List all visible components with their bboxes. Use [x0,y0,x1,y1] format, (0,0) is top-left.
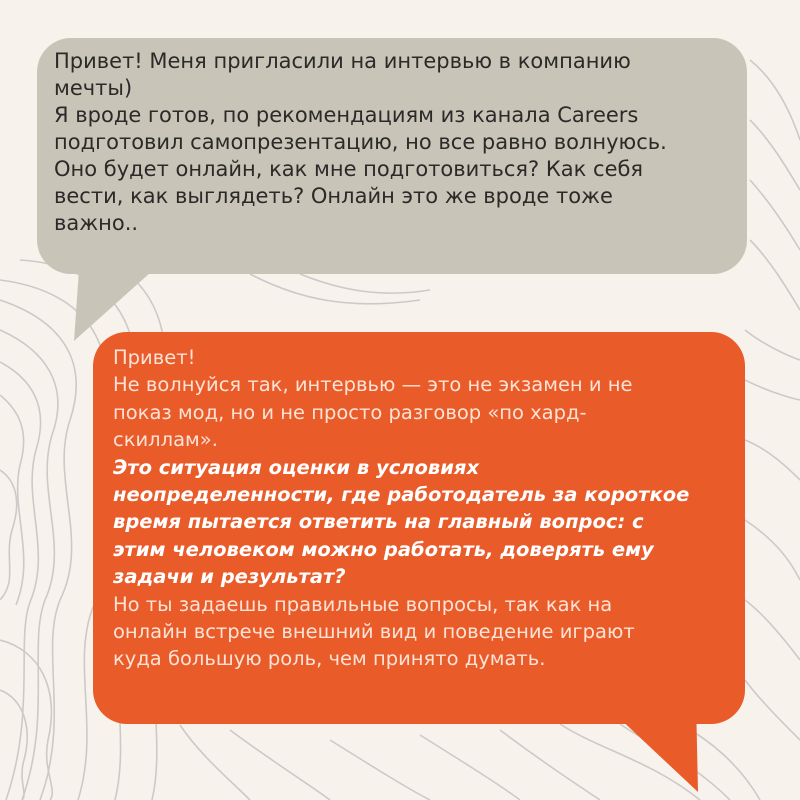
answer-emphasis-line: этим человеком можно работать, доверять ему [113,537,654,561]
answer-emphasis-line: Это ситуация оценки в условиях [113,455,480,479]
answer-line: Но ты задаешь правильные вопросы, так как на [113,592,613,616]
question-line: Привет! Меня пригласили на интервью в компанию [54,49,631,73]
answer-emphasis-line: неопределенности, где работодатель за короткое [113,483,690,507]
question-line: важно.. [54,211,139,235]
answer-bubble [93,332,745,724]
answer-line: скиллам». [113,428,218,452]
question-line: подготовил самопрезентацию, но все равно волнуюсь. [54,130,667,154]
question-line: Оно будет онлайн, как мне подготовиться? Как себя [54,157,644,181]
question-line: вести, как выглядеть? Онлайн это же вроде тоже [54,184,613,208]
answer-emphasis-line: задачи и результат? [113,565,346,589]
answer-line: онлайн встрече внешний вид и поведение играют [113,620,635,644]
question-bubble [37,38,747,274]
question-line: мечты) [54,76,133,100]
answer-line: показ мод, но и не просто разговор «по хард- [113,400,587,424]
answer-emphasis-line: время пытается ответить на главный вопрос: с [113,510,644,534]
question-line: Я вроде готов, по рекомендациям из канала Careers [54,103,639,127]
answer-line: куда большую роль, чем принято думать. [113,647,546,671]
answer-line: Не волнуйся так, интервью — это не экзамен и не [113,373,633,397]
answer-line: Привет! [113,346,196,369]
